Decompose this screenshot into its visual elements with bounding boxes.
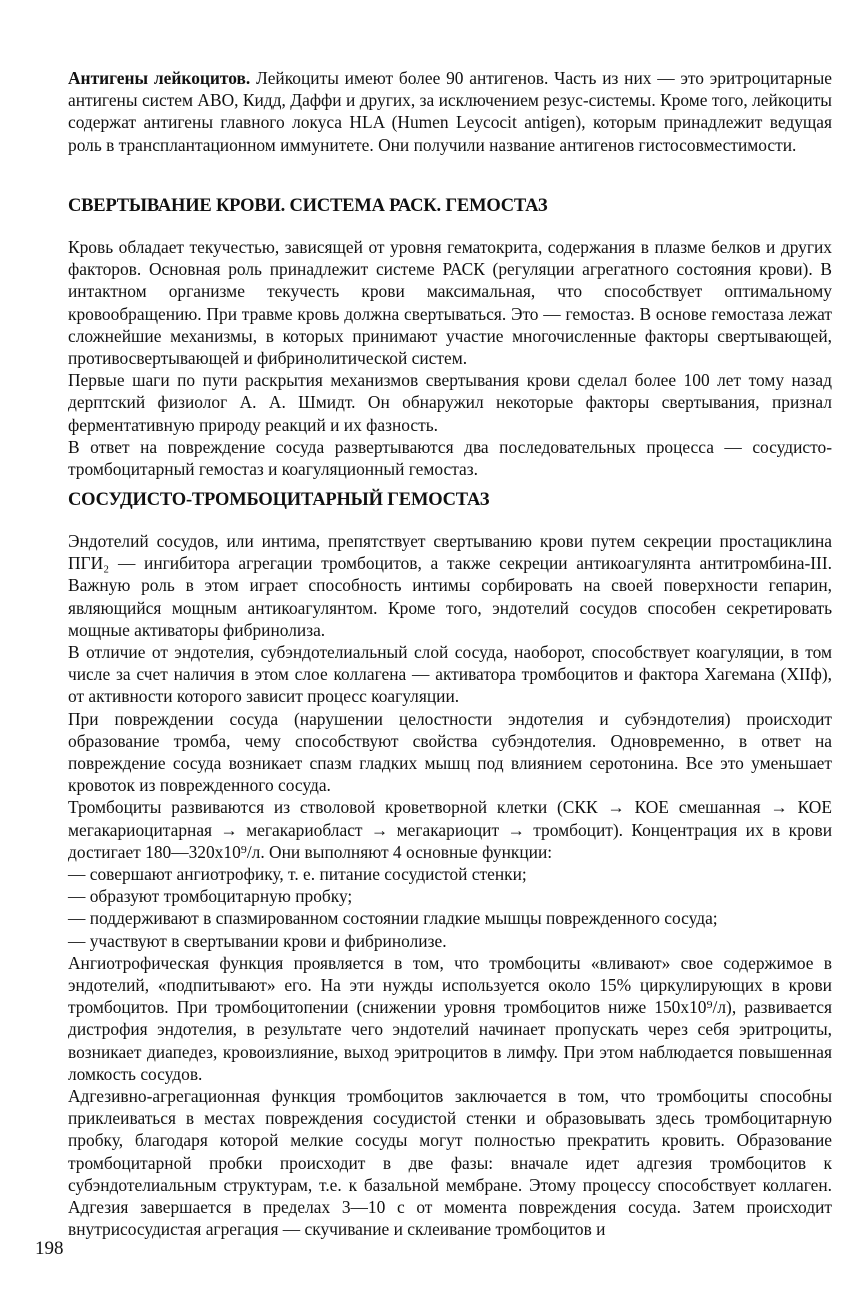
- intro-lead: Антигены лейкоцитов.: [68, 68, 251, 88]
- section-1-heading: СВЕРТЫВАНИЕ КРОВИ. СИСТЕМА РАСК. ГЕМОСТАЗ: [68, 196, 548, 216]
- section-2-paragraph-3: При повреждении сосуда (нарушении целостности эндотелия и субэндотелия) происходит образование тромба, чему способствуют свойства субэндотелия. Одновременно, в ответ на повреждение сосуда возникает спазм гладких мышц под влиянием серотонина. Все это уменьшает кровоток из поврежденного сосуда.: [68, 708, 832, 796]
- section-1-paragraph-2: Первые шаги по пути раскрытия механизмов свертывания крови сделал более 100 лет тому назад дерптский физиолог А. А. Шмидт. Он обнаружил некоторые факторы свертывания, признал ферментативную природу реакций и их фазность.: [68, 370, 832, 435]
- section-2-body: [68, 530, 832, 1241]
- function-item: — совершают ангиотрофику, т. е. питание сосудистой стенки;: [68, 864, 527, 885]
- section-2-heading: СОСУДИСТО-ТРОМБОЦИТАРНЫЙ ГЕМОСТАЗ: [68, 490, 490, 510]
- section-1-body: [68, 236, 832, 480]
- page-number: 198: [35, 1238, 64, 1259]
- section-2-paragraph-6: Адгезивно-агрегационная функция тромбоцитов заключается в том, что тромбоциты способны приклеиваться в местах повреждения сосудистой стенки и образовывать здесь тромбоцитарную пробку, благодаря которой мелкие сосуды могут полностью прекратить кровить. Образование тромбоцитарной пробки происходит в две фазы: вначале идет адгезия тромбоцитов к субэндотелиальным структурам, т.е. к базальной мембране. Этому процессу способствует коллаген. Адгезия завершается в пределах 3—10 с от момента повреждения сосуда. Затем происходит внутрисосудистая агрегация — скучивание и склеивание тромбоцитов и: [68, 1086, 832, 1240]
- intro-text: Лейкоциты имеют более 90 антигенов. Часть из них — это эритроцитарные антигены систем АВО, Кидд, Даффи и других, за исключением резус-системы. Кроме того, лейкоциты содержат антигены главного локуса HLA (Humen Leycocit antigen), которым принадлежит ведущая роль в трансплантационном иммунитете. Они получили название антигенов гистосовместимости.: [68, 68, 832, 155]
- function-item: — поддерживают в спазмированном состоянии гладкие мышцы поврежденного сосуда;: [68, 908, 718, 929]
- intro-block: [68, 67, 832, 156]
- section-2-paragraph-1: Эндотелий сосудов, или интима, препятствует свертыванию крови путем секреции простациклина ПГИ₂ — ингибитора агрегации тромбоцитов, а также секреции антикоагулянта антитромбина-III. Важную роль в этом играет способность интимы сорбировать на своей поверхности гепарин, являющийся мощным антикоагулянтом. Кроме того, эндотелий сосудов способен секретировать мощные активаторы фибринолиза.: [68, 531, 832, 640]
- function-item: — образуют тромбоцитарную пробку;: [68, 886, 353, 907]
- section-1-paragraph-1: Кровь обладает текучестью, зависящей от уровня гематокрита, содержания в плазме белков и других факторов. Основная роль принадлежит системе РАСК (регуляции агрегатного состояния крови). В интактном организме текучесть крови максимальная, что способствует оптимальному кровообращению. При травме кровь должна свертываться. Это — гемостаз. В основе гемостаза лежат сложнейшие механизмы, в которых принимают участие многочисленные факторы свертывающей, противосвертывающей и фибринолитической систем.: [68, 237, 832, 369]
- intro-paragraph: [68, 67, 832, 156]
- functions-list: [68, 863, 832, 952]
- section-2-paragraph-4: Тромбоциты развиваются из стволовой кроветворной клетки (СКК → КОЕ смешанная → КОЕ мегакариоцитарная → мегакариобласт → мегакариоцит → тромбоцит). Концентрация их в крови достигает 180—320x10⁹/л. Они выполняют 4 основные функции:: [68, 797, 832, 862]
- section-1: [68, 194, 832, 218]
- section-2-paragraph-2: В отличие от эндотелия, субэндотелиальный слой сосуда, наоборот, способствует коагуляции, в том числе за счет наличия в этом слое коллагена — активатора тромбоцитов и фактора Хагемана (XIIф), от активности которого зависит процесс коагуляции.: [68, 642, 832, 707]
- section-2-paragraph-5: Ангиотрофическая функция проявляется в том, что тромбоциты «вливают» свое содержимое в эндотелий, «подпитывают» его. На эти нужды используется около 15% циркулирующих в крови тромбоцитов. При тромбоцитопении (снижении уровня тромбоцитов ниже 150x10⁹/л), развивается дистрофия эндотелия, в результате чего эндотелий начинает пропускать через себя эритроциты, возникает диапедез, кровоизлияние, выход эритроцитов в лимфу. При этом наблюдается повышенная ломкость сосудов.: [68, 952, 832, 1084]
- section-2: [68, 488, 832, 512]
- function-item: — участвуют в свертывании крови и фибринолизе.: [68, 930, 447, 951]
- section-1-paragraph-3: В ответ на повреждение сосуда развертываются два последовательных процесса — сосудисто-тромбоцитарный гемостаз и коагуляционный гемостаз.: [68, 436, 832, 480]
